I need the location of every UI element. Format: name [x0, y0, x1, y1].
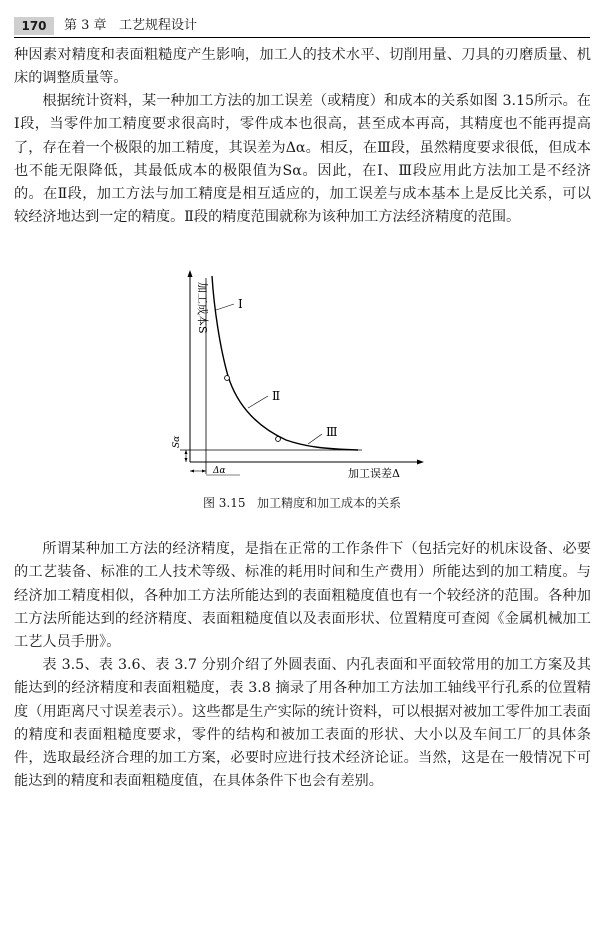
paragraph-cost-accuracy-relation: 根据统计资料，某一种加工方法的加工误差（或精度）和成本的关系如图 3.15所示。在Ⅰ段，当零件加工精度要求很高时，零件成本也很高，甚至成本再高，其精度也不能再提高了，存在着一个极限的加工精度，其误差为Δα。相反，在Ⅲ段，虽然精度要求很低，但成本也不能无限降低，其最低成本的极限值为Sα。因此，在Ⅰ、Ⅲ段应用此方法加工是不经济的。在Ⅱ段，加工方法与加工精度是相互适应的，加工误差与成本基本上是反比关系，可以较经济地达到一定的精度。Ⅱ段的精度范围就称为该种加工方法经济精度的范围。 — [14, 93, 591, 226]
segment-label-1: Ⅰ — [238, 297, 243, 311]
paragraph-continued: 种因素对精度和表面粗糙度产生影响，加工人的技术水平、切削用量、刀具的刃磨质量、机床的调整质量等。 — [14, 47, 591, 87]
header-rule — [14, 37, 590, 38]
figure-number: 图 3.15 — [202, 496, 246, 510]
figure-cost-vs-accuracy — [172, 268, 436, 482]
curve-point-1 — [225, 376, 230, 381]
running-header — [14, 16, 590, 36]
paragraph-tables-intro: 表 3.5、表 3.6、表 3.7 分别介绍了外圆表面、内孔表面和平面较常用的加工方案及其能达到的经济精度和表面粗糙度，表 3.8 摘录了用各种加工方法加工轴线平行孔系的位置精度（用距离尺寸误差表示）。这些都是生产实际的统计资料，可以根据对被加工零件加工表面的精度和表面粗糙度要求，零件的结构和被加工表面的形状、大小以及车间工厂的具体条件，选取最经济合理的加工方案，必要时应进行技术经济论证。当然，这是在一般情况下可能达到的精度和表面粗糙度值，在具体条件下也会有差别。 — [14, 657, 591, 790]
x-axis-label: 加工误差Δ — [348, 467, 400, 480]
s-alpha-arrow-down — [185, 458, 188, 462]
chapter-title: 工艺规程设计 — [118, 18, 197, 33]
segment-label-3: Ⅲ — [326, 425, 338, 439]
paragraph-economic-accuracy: 所谓某种加工方法的经济精度，是指在正常的工作条件下（包括完好的机床设备、必要的工艺装备、标准的工人技术等级、标准的耗用时间和生产费用）所能达到的加工精度。与经济加工精度相似，各种加工方法所能达到的表面粗糙度值也有一个较经济的范围。各种加工方法所能达到的经济精度、表面粗糙度值以及表面形状、位置精度可查阅《金属机械加工工艺人员手册》。 — [14, 541, 591, 651]
delta-alpha-label: Δα — [213, 466, 226, 476]
s-alpha-label: Sα — [172, 435, 182, 448]
chapter-number: 第 3 章 — [64, 18, 107, 33]
y-axis-label: 加工成本S — [196, 282, 209, 334]
curve-point-2 — [276, 437, 281, 442]
segment-label-2: Ⅱ — [272, 389, 281, 403]
leader-seg2 — [248, 396, 268, 408]
figure-caption — [0, 494, 604, 511]
x-axis-arrow — [417, 460, 424, 465]
leader-seg1 — [216, 304, 234, 310]
figure-title: 加工精度和加工成本的关系 — [256, 496, 401, 510]
delta-alpha-arrow-left — [190, 470, 194, 473]
chapter-heading — [64, 16, 197, 36]
page-number: 170 — [14, 17, 54, 35]
y-axis-arrow — [188, 270, 193, 277]
leader-seg3 — [308, 434, 322, 444]
cost-curve — [212, 276, 358, 450]
delta-alpha-arrow-right — [202, 470, 206, 473]
s-alpha-arrow-up — [185, 450, 188, 454]
